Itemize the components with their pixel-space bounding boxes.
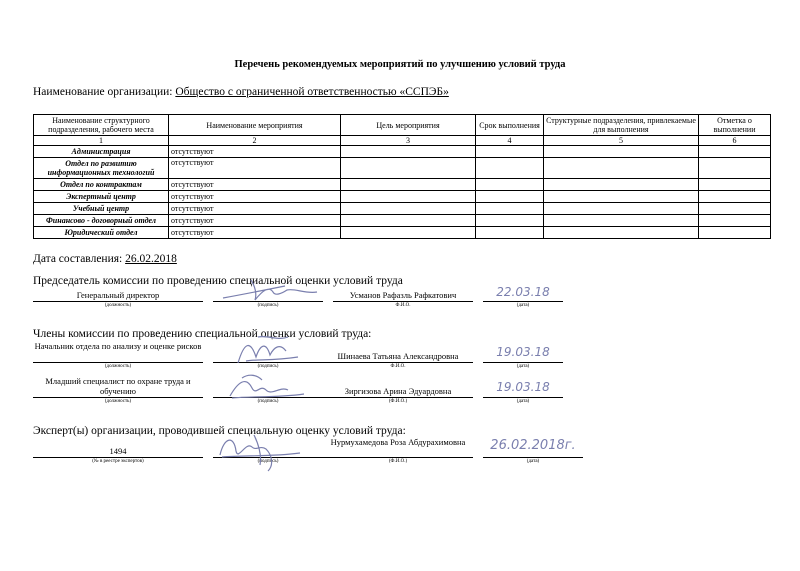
measure-cell: отсутствуют xyxy=(169,215,341,227)
empty-cell xyxy=(476,146,544,158)
organization-name: Общество с ограниченной ответственностью «ССПЭБ» xyxy=(175,86,449,98)
measure-cell: отсутствуют xyxy=(169,179,341,191)
department-cell: Администрация xyxy=(34,146,169,158)
empty-cell xyxy=(699,215,771,227)
compilation-date-line xyxy=(33,253,177,265)
measure-cell: отсутствуют xyxy=(169,227,341,239)
empty-cell xyxy=(476,203,544,215)
empty-cell xyxy=(341,203,476,215)
column-number-row xyxy=(34,136,771,146)
date-caption: (дата) xyxy=(526,459,540,464)
table-row xyxy=(34,215,771,227)
chairman-position: Генеральный директор xyxy=(33,290,203,302)
department-cell: Отдел по развитию информационных технологий xyxy=(34,158,169,179)
empty-cell xyxy=(544,191,699,203)
member-date: 19.03.18 xyxy=(483,382,563,398)
column-number: 5 xyxy=(544,136,699,146)
fio-caption: (Ф.И.О.) xyxy=(388,459,408,464)
measure-cell: отсутствуют xyxy=(169,191,341,203)
empty-cell xyxy=(699,203,771,215)
empty-cell xyxy=(544,227,699,239)
empty-cell xyxy=(476,227,544,239)
empty-cell xyxy=(699,191,771,203)
empty-cell xyxy=(544,203,699,215)
organization-line xyxy=(33,86,449,98)
expert-date: 26.02.2018г. xyxy=(483,441,583,458)
fio-caption: Ф.И.О. xyxy=(390,364,406,369)
header-units: Структурные подразделения, привлекаемые для выполнения xyxy=(544,115,699,136)
signature-caption: (подпись) xyxy=(257,399,279,404)
header-deadline: Срок выполнения xyxy=(476,115,544,136)
department-cell: Юридический отдел xyxy=(34,227,169,239)
member-name: Зиргизова Арина Эдуардовна xyxy=(323,386,473,398)
department-cell: Экспертный центр xyxy=(34,191,169,203)
empty-cell xyxy=(699,146,771,158)
date-caption: (дата) xyxy=(516,399,530,404)
expert-registry-number: 1494 xyxy=(33,446,203,458)
fio-caption: (Ф.И.О.) xyxy=(388,399,408,404)
column-number: 3 xyxy=(341,136,476,146)
empty-cell xyxy=(476,191,544,203)
header-department: Наименование структурного подразделения, рабочего места xyxy=(34,115,169,136)
empty-cell xyxy=(341,158,476,179)
table-row xyxy=(34,191,771,203)
column-number: 6 xyxy=(699,136,771,146)
empty-cell xyxy=(544,215,699,227)
position-caption: (должность) xyxy=(104,399,132,404)
member-date: 19.03.18 xyxy=(483,347,563,363)
column-number: 2 xyxy=(169,136,341,146)
empty-cell xyxy=(544,158,699,179)
compilation-date-label: Дата составления: xyxy=(33,253,123,265)
chairman-name: Усманов Рафазль Рафкатович xyxy=(333,290,473,302)
position-caption: (должность) xyxy=(104,364,132,369)
chairman-signature xyxy=(215,272,325,304)
table-header-row xyxy=(34,115,771,136)
column-number: 4 xyxy=(476,136,544,146)
registry-caption: (№ в реестре экспертов) xyxy=(92,459,144,464)
organization-label: Наименование организации: xyxy=(33,86,173,98)
empty-cell xyxy=(544,146,699,158)
empty-cell xyxy=(476,215,544,227)
table-row xyxy=(34,158,771,179)
member-signature xyxy=(228,333,308,367)
signature-caption: (подпись) xyxy=(257,303,279,308)
document-title: Перечень рекомендуемых мероприятий по улучшению условий труда xyxy=(234,59,566,70)
department-cell: Финансово - договорный отдел xyxy=(34,215,169,227)
table-row xyxy=(34,179,771,191)
expert-signature xyxy=(210,425,310,475)
member-name: Шинаева Татьяна Александровна xyxy=(323,351,473,363)
header-goal: Цель мероприятия xyxy=(341,115,476,136)
column-number: 1 xyxy=(34,136,169,146)
empty-cell xyxy=(476,179,544,191)
date-caption: (дата) xyxy=(516,303,530,308)
measure-cell: отсутствуют xyxy=(169,146,341,158)
empty-cell xyxy=(341,179,476,191)
empty-cell xyxy=(476,158,544,179)
table-row xyxy=(34,227,771,239)
chairman-heading: Председатель комиссии по проведению специальной оценки условий труда xyxy=(33,275,403,287)
empty-cell xyxy=(341,191,476,203)
header-measure: Наименование мероприятия xyxy=(169,115,341,136)
measure-cell: отсутствуют xyxy=(169,203,341,215)
empty-cell xyxy=(341,215,476,227)
empty-cell xyxy=(341,227,476,239)
empty-cell xyxy=(699,158,771,179)
compilation-date: 26.02.2018 xyxy=(125,253,177,265)
empty-cell xyxy=(544,179,699,191)
department-cell: Учебный центр xyxy=(34,203,169,215)
member-signature xyxy=(222,368,312,402)
fio-caption: Ф.И.О. xyxy=(395,303,411,308)
empty-cell xyxy=(699,179,771,191)
member-position: Младший специалист по охране труда и обучению xyxy=(33,376,203,398)
expert-name: Нурмухамедова Роза Абдурахимовна xyxy=(323,437,473,458)
measures-table xyxy=(33,114,771,239)
members-heading: Члены комиссии по проведению специальной оценки условий труда: xyxy=(33,328,372,340)
empty-cell xyxy=(699,227,771,239)
expert-heading: Эксперт(ы) организации, проводившей специальную оценку условий труда: xyxy=(33,425,406,437)
signature-caption: (подпись) xyxy=(257,459,279,464)
table-row xyxy=(34,203,771,215)
position-caption: (должность) xyxy=(104,303,132,308)
header-completion: Отметка о выполнении xyxy=(699,115,771,136)
empty-cell xyxy=(341,146,476,158)
date-caption: (дата) xyxy=(516,364,530,369)
measure-cell: отсутствуют xyxy=(169,158,341,179)
table-row xyxy=(34,146,771,158)
department-cell: Отдел по контрактам xyxy=(34,179,169,191)
chairman-date: 22.03.18 xyxy=(483,287,563,302)
signature-caption: (подпись) xyxy=(257,364,279,369)
member-position: Начальник отдела по анализу и оценке рисков xyxy=(33,341,203,363)
